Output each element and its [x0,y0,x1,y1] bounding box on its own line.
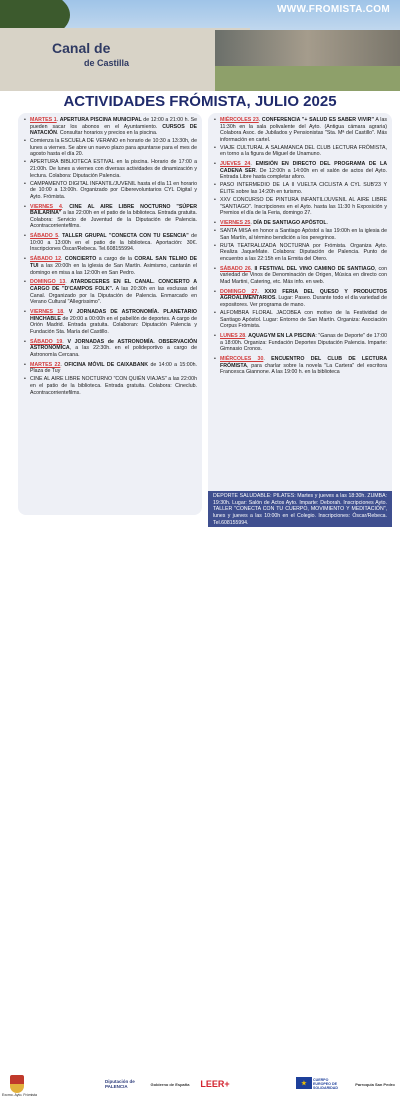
event-highlight: CONFERENCIA "+ SALUD ES SABER VIVIR" [261,117,374,123]
event-date: JUEVES 24 [220,161,251,168]
event-date: DOMINGO 27 [220,288,258,295]
event-text [213,289,387,309]
event-date: SÁBADO 12 [30,256,62,263]
event-detail: , a las 22:30h. en el polideportivo a cargo de Astronomía Cercana. [30,345,197,358]
event-detail: : "Ganas de Deporte" de 17:00 a 18:00h. Organiza: Fundación Deportes Diputación Palencia. Imparte: Gimnasio Cronos. [220,333,388,353]
event-detail: , con variedad de Vinos de Denominación de Origen, Música en directo con Mad Martini, Catering, etc. Más info. en web. [220,265,387,285]
event-date: SÁBADO 26 [220,265,251,272]
event-item [213,333,387,353]
right-column [208,113,392,515]
left-column [18,113,202,515]
event-date: SÁBADO 19 [30,338,63,345]
event-detail: A las 11:30h en la sala polivalente del Ayto. (Antigua cámara agraria) Colabora Asoc. de Jubilados y Pensionistas "Sta. Mª del Castillo". Más información en cartel. [220,117,387,143]
event-detail: . [326,220,329,227]
event-text [213,266,387,286]
event-highlight: XXXI FERIA DEL QUESO Y PRODUCTOS AGROALIMENTARIOS [220,288,387,302]
event-item [213,117,387,158]
event-detail: . [61,203,70,210]
event-highlight: AQUAGYM EN LA PISCINA [248,333,316,340]
event-date: SÁBADO 5 [30,233,59,240]
event-detail: . [63,309,69,316]
event-detail: a las 20:00h en la iglesia de San Martín. Asimismo, cantarán el domingo en misa a las 12:00h en San Pedro. [30,262,197,276]
event-text [23,309,197,335]
event-highlight: CURSOS DE NATACIÓN [30,123,197,137]
event-detail: a las 22:00h en el patio de la biblioteca. Entrada gratuita. Colabora: Servicio de Juventud de la Diputación de Palencia. Acontracorrientefilms. [30,210,197,230]
event-highlight: V JORNADAS DE ASTRONOMÍA. PLANETARIO HINCHABLE [30,309,197,322]
event-date: VIERNES 18 [30,309,64,316]
event-highlight: ATARDECERES EN EL CANAL. CONCIERTO A CARGO DE "D'CAMPOS FOLK". [30,279,197,293]
event-highlight: EMISIÓN EN DIRECTO DEL PROGRAMA DE LA CADENA SER [220,161,387,174]
event-detail: de 14:00 a 15:00h. Plaza de Tuy [30,361,197,375]
event-date: MIÉRCOLES 23 [220,117,259,123]
logo-ayto: Excmo. Ayto. Frómista [2,1093,37,1097]
event-item [23,117,197,200]
event-date: MIÉRCOLES 30 [220,356,264,363]
event-subitem: • CAMPAMENTO DIGITAL INFANTIL/JUVENIL hasta el día 11 en horario de 10:00 a 13:00h. Organizado por Ciberevoluntarios CYL Digital y Ayto. Frómista. [23,181,197,201]
logo-parroquia: Parroquia San Pedro [355,1081,395,1087]
event-date: MARTES 1 [30,117,57,123]
event-text [213,356,387,376]
event-detail: . [250,161,256,168]
event-text [23,362,197,375]
logo-cuerpo-europeo: CUERPO EUROPEO DE SOLIDARIDAD [313,1078,338,1090]
event-detail: . [257,288,265,295]
eu-flag-icon: ★ [296,1077,312,1089]
event-subitem: • RUTA TEATRALIZADA NOCTURNA por Frómista. Organiza Ayto. Realiza JaqueMate. Colabora: Diputación de Palencia. Punto de encuentro a las 22:15h en la Ermita del Otero. [213,243,387,263]
event-date: VIERNES 25 [220,220,251,227]
event-item [23,256,197,276]
event-detail: . De 12:00h a 14:00h en el salón de actos del Ayto. Entrada Libre hasta completar aforo. [220,167,387,181]
event-highlight: APERTURA PISCINA MUNICIPAL [59,117,142,123]
event-item [213,161,387,217]
event-detail: . Lugar: Paseo. Durante todo el día variedad de expositores. Ver programa de mano. [220,295,387,308]
event-subitem: • APERTURA BIBLIOTECA ESTIVAL en la piscina. Horario de 17:00 a 21:00h. De lunes a viernes con diversas actividades de dinamización y lectura. Colabora: Diputación Palencia. [23,159,197,179]
event-text [23,117,197,137]
canal-sign: Canal de [52,40,111,56]
event-detail: de 10:00 a 13:00h en el patio de la biblioteca. Aportación: 30€. Inscripciones Óscar/Rebeca. Tel.608155994. [30,233,197,253]
event-detail: . [62,338,68,345]
event-detail: . [60,361,65,368]
event-highlight: CINE AL AIRE LIBRE NOCTURNO "SÚPER BAILARINA" [30,203,197,217]
page-title: ACTIVIDADES FRÓMISTA, JULIO 2025 [63,93,337,110]
event-highlight: II FESTIVAL DEL VINO CAMINO DE SANTIAGO [254,265,375,272]
event-detail: . [263,356,272,363]
header-photo [0,0,400,95]
event-detail: . [258,117,262,123]
event-detail: de 12:00 a 21:00 h. Se pueden sacar los abonos en el Ayuntamiento. [30,117,198,130]
event-highlight: V JORNADAS de ASTRONOMÍA. OBSERVACIÓN ASTRONÓMICA [30,338,197,352]
event-subitem: • XXV CONCURSO DE PINTURA INFANTIL/JUVENIL AL AIRE LIBRE "SANTIAGO". Inscripciones en el Ayto. hasta las 11:30 h Exposición y Premios el día de la Feria, domingo 27. [213,197,387,217]
event-detail: . Consultar horarios y precios en la piscina. [56,130,158,137]
event-highlight: OFICINA MÓVIL DE CAIXABANK [64,361,149,368]
footer-logos [0,535,400,1097]
event-detail: de 20:00 a 00:00h en el pabellón de deportes. A cargo de Orión Madrid. Entrada gratuita. Colaboran: Diputación Palencia y Fundación Sta. María del Castillo. [30,315,197,335]
event-text [23,233,197,253]
event-text [213,117,387,143]
event-item [213,289,387,330]
event-detail: . [56,117,60,123]
event-item [23,233,197,253]
event-date: VIERNES 4 [30,203,62,210]
event-subitem: • SANTA MISA en honor a Santiago Apóstol a las 19:00h en la iglesia de San Martín, al término bendición a los peregrinos. [213,228,387,241]
logo-leer: LEER+ [200,1079,230,1089]
event-detail: . [61,256,65,263]
event-text [23,256,197,276]
event-text [213,333,387,353]
canal-sign-sub: de Castilla [84,58,130,68]
event-item [23,362,197,396]
event-subitem: • VIAJE CULTURAL A SALAMANCA DEL CLUB LECTURA FRÓMISTA, en torno a la figura de Miguel de Unamuno. [213,145,387,158]
logo-diputacion: Diputación de PALENCIA [105,1079,135,1089]
event-date: DOMINGO 13 [30,279,66,286]
event-item [23,279,197,305]
deporte-saludable-box: DEPORTE SALUDABLE: PILATES: Martes y jueves a las 18:30h. ZUMBA: 19:30h. Lugar: Salón de Actos Ayto. Imparte: Deborah. Inscripciones Ayto. TALLER "CONECTA CON TU CUERPO, MOVIMIENTO Y MEDITACIÓN", lunes y jueves a las 10:00h en el Colegio. Inscripciones: Óscar/Rebeca. Tel.608155994. [208,491,392,527]
ayto-shield-icon [8,1074,26,1094]
event-item [213,356,387,376]
event-date: LUNES 28 [220,333,246,340]
event-detail: . [245,333,249,340]
event-subitem: • ALFOMBRA FLORAL JACOBEA con motivo de la Festividad de Santiago Apóstol. Lugar: Entorno de San Martín. Organiza: Asociación Corpus Frómista. [213,310,387,330]
event-detail: . [65,279,71,286]
event-detail: . [58,233,63,240]
event-highlight: TALLER GRUPAL "CONECTA CON TU ESENCIA" [62,233,189,240]
event-item [213,266,387,286]
event-item [213,220,387,262]
event-subitem: • CINE AL AIRE LIBRE NOCTURNO "CON QUIÉN VIAJAS" a las 22:00h en el patio de la biblioteca. Entrada gratuita. Colabora: Cineclub. Acontracorrientefilms. [23,376,197,396]
event-detail: . [250,220,254,227]
event-text [213,220,387,227]
event-detail: A las 20:30h en las esclusas del Canal. Organizado por la Diputación de Palencia. Enmarcado en Verano Cultural "Allegrissimo". [30,286,197,306]
event-detail: . [250,265,255,272]
event-highlight: CORAL SAN TELMO DE TUI [30,256,197,269]
event-item [23,339,197,359]
event-highlight: CONCIERTO [64,256,97,263]
logo-gobierno: Gobierno de España [150,1081,190,1087]
event-item [23,204,197,230]
event-text [23,279,197,305]
event-subitem: • PASO INTERMEDIO DE LA II VUELTA CICLISTA A CYL SUB'23 Y ÉLITE sobre las 14:20h en turismo. [213,182,387,195]
event-date: MARTES 22 [30,361,61,368]
website-url[interactable]: WWW.FROMISTA.COM [277,4,390,15]
event-item [23,309,197,335]
event-detail: a cargo de la [96,256,135,263]
event-detail: , para charlar sobre la novela "La Cartera" del escritora Francesca Giannone. A las 19:00 h. en la biblioteca [220,362,387,376]
event-text [213,161,387,181]
event-highlight: ENCUENTRO DEL CLUB DE LECTURA FRÓMISTA [220,356,388,369]
crowd-area [215,30,400,70]
event-text [23,339,197,359]
event-subitem: • Comienza la ESCUELA DE VERANO en horario de 10:30 a 13:30h, de lunes a viernes. Se abre un nuevo plazo para apuntarse para el mes de agosto hasta el día 20. [23,138,197,158]
event-highlight: DÍA DE SANTIAGO APÓSTOL [253,220,327,227]
event-text [23,204,197,230]
